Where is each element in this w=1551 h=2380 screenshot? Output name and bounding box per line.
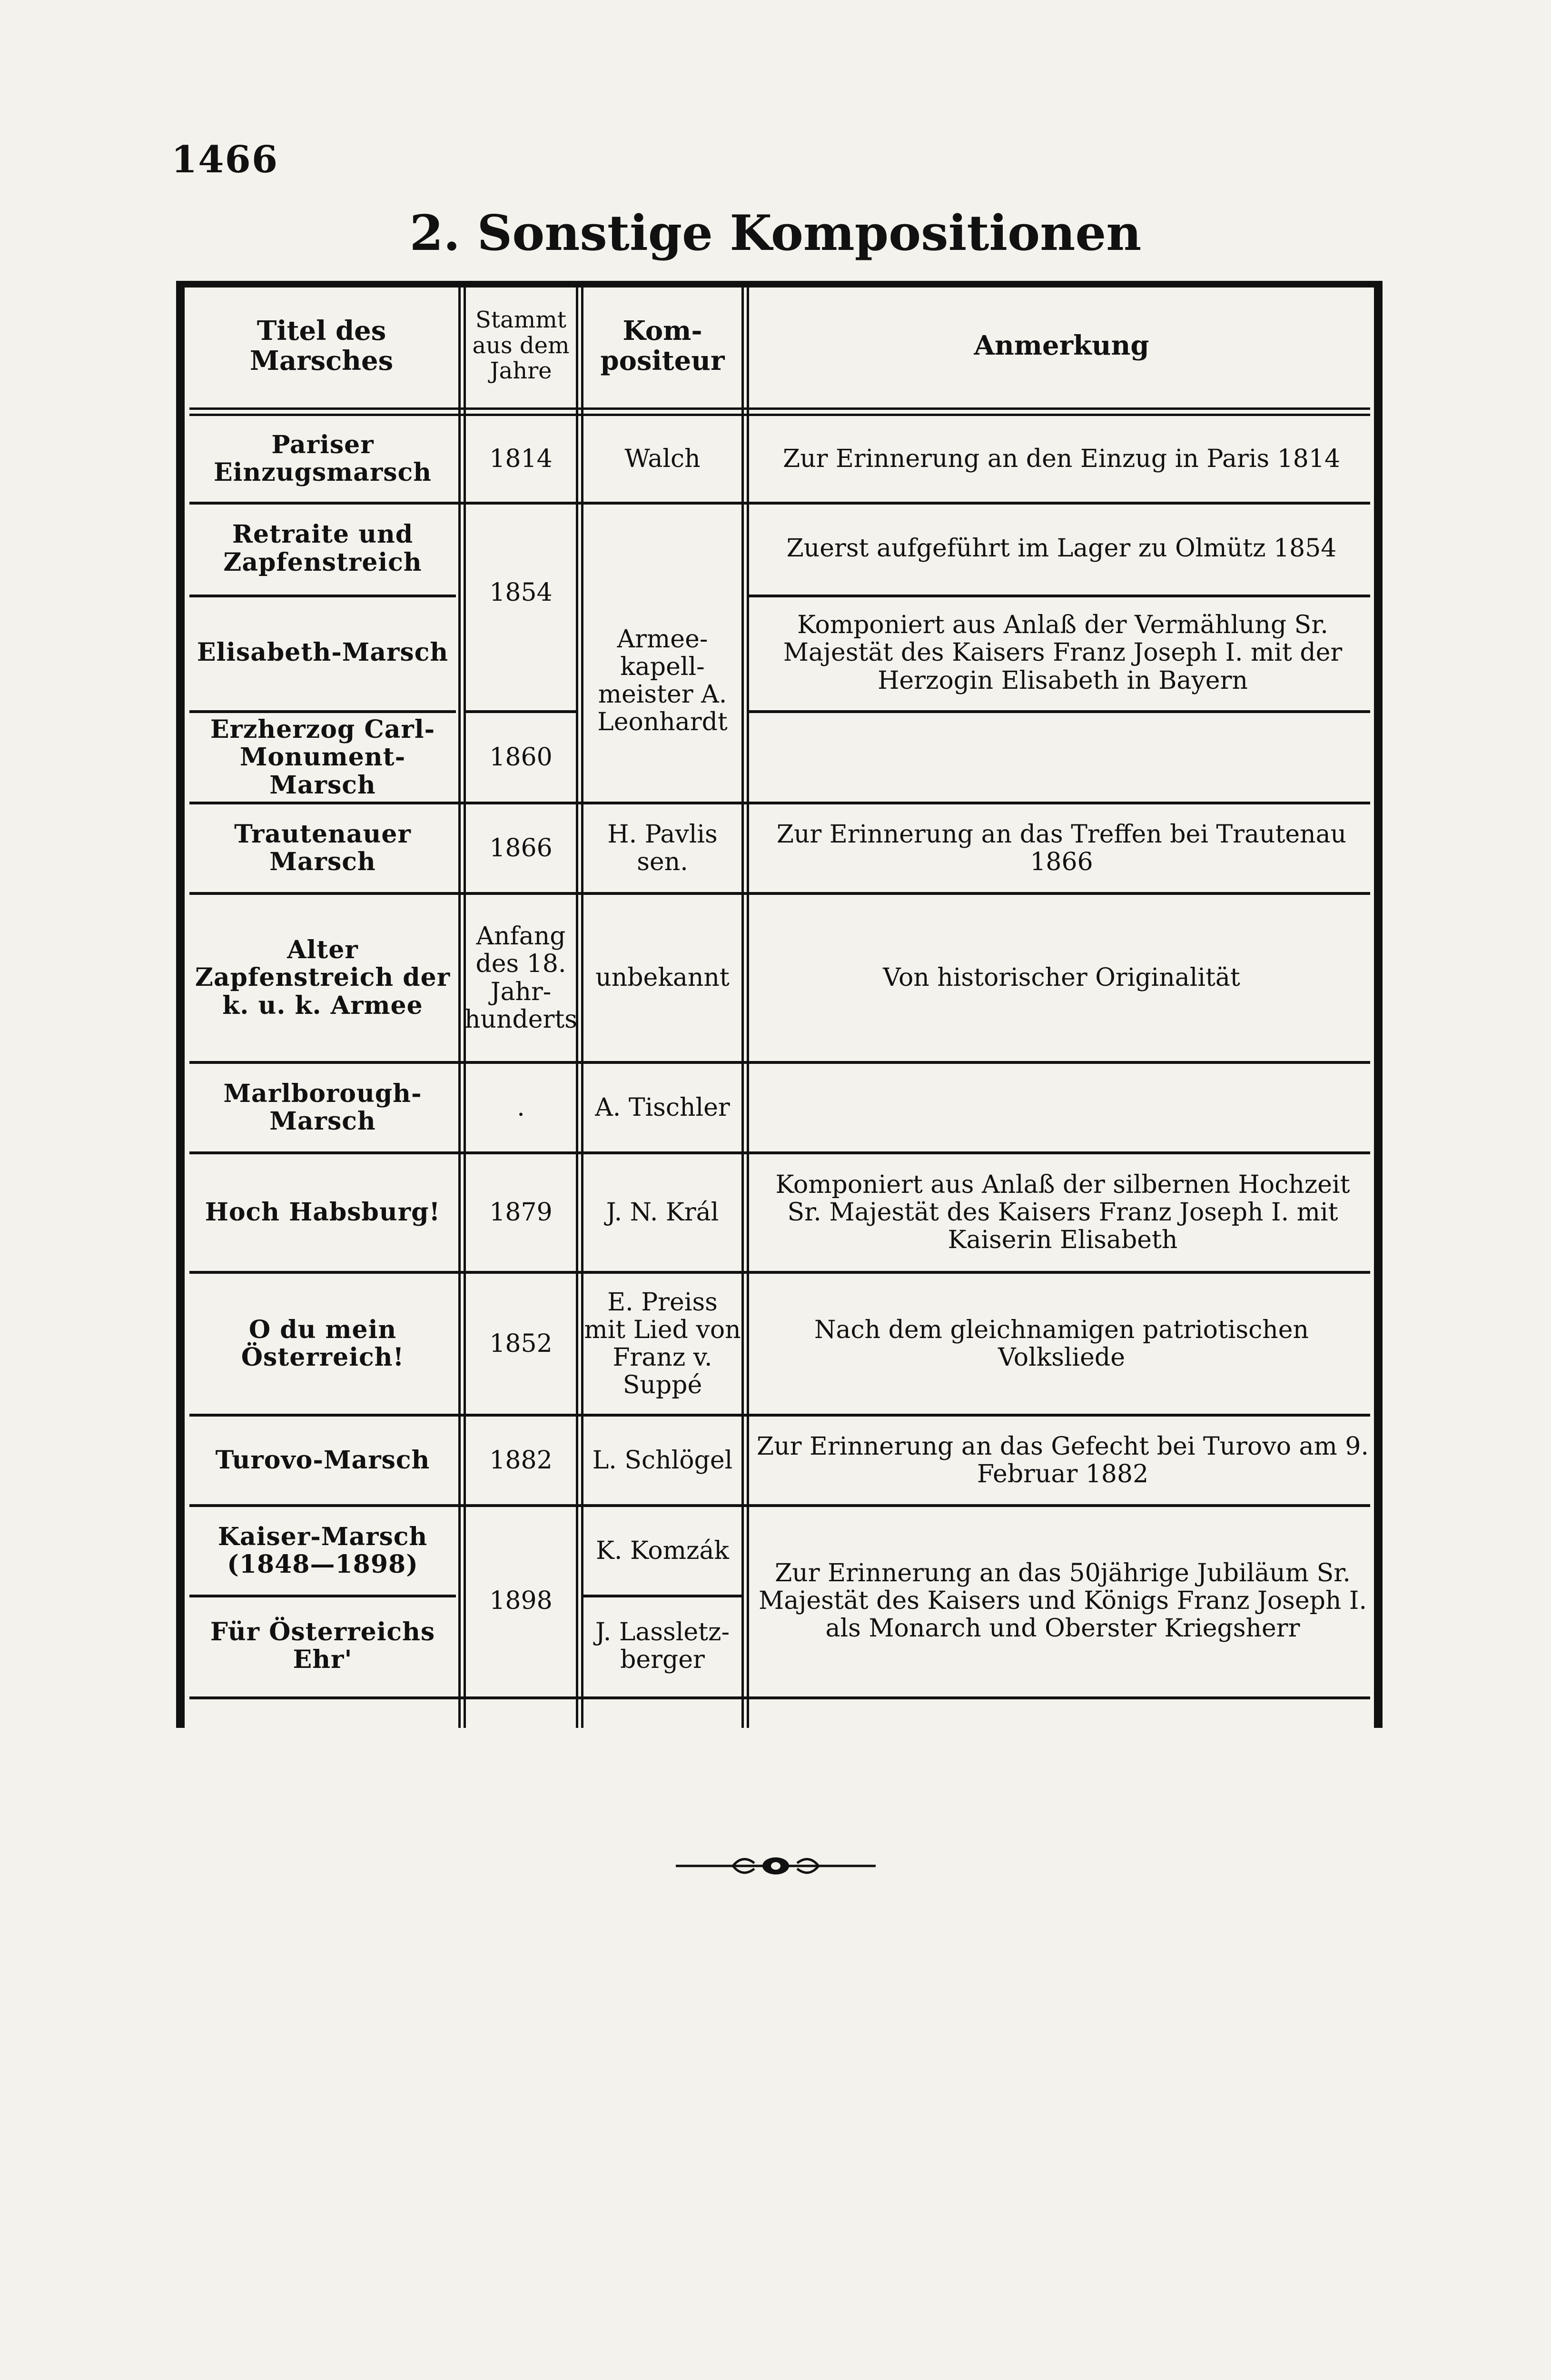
march-year: 1879 — [489, 1198, 553, 1227]
header-year: Stammt aus dem Jahre — [472, 306, 570, 385]
row-divider — [189, 802, 1370, 804]
header-title: Titel des Marsches — [249, 315, 394, 377]
march-title: Marlborough-Marsch — [223, 1079, 422, 1136]
march-title: Kaiser-Marsch (1848—1898) — [217, 1522, 428, 1579]
march-note: Nach dem gleichnamigen patriotischen Volksliede — [814, 1315, 1309, 1372]
row-divider — [466, 710, 576, 713]
march-year: Anfang des 18. Jahr-hunderts — [464, 922, 577, 1034]
section-heading: 2. Sonstige Kompositionen — [409, 205, 1142, 262]
march-title: Alter Zapfenstreich der k. u. k. Armee — [195, 935, 451, 1020]
row-divider — [189, 1696, 1370, 1699]
march-composer: K. Komzák — [596, 1536, 729, 1565]
march-note: Komponiert aus Anlaß der silbernen Hochzeit Sr. Majestät des Kaisers Franz Joseph I. mit Kaiserin Elisabeth — [775, 1170, 1350, 1255]
march-year: . — [517, 1093, 525, 1122]
march-title: Trautenauer Marsch — [234, 819, 411, 876]
row-divider — [189, 1151, 1370, 1154]
march-title: O du mein Österreich! — [241, 1315, 405, 1372]
ornament-divider — [676, 1847, 876, 1885]
row-divider — [189, 1504, 1370, 1507]
march-note: Zur Erinnerung an das Treffen bei Trautenau 1866 — [776, 820, 1347, 876]
march-composer: unbekannt — [595, 963, 730, 992]
header-note: Anmerkung — [974, 330, 1149, 362]
march-year: 1882 — [489, 1446, 553, 1475]
march-composer: Armee-kapell-meister A. Leonhardt — [597, 625, 728, 737]
march-composer: J. N. Král — [606, 1198, 719, 1227]
march-note: Zur Erinnerung an das Gefecht bei Turovo am 9. Februar 1882 — [757, 1432, 1369, 1488]
row-divider — [583, 1595, 741, 1597]
row-divider — [189, 710, 456, 713]
row-divider — [749, 710, 1370, 713]
march-note: Zur Erinnerung an das 50jährige Jubiläum Sr. Majestät des Kaisers und Königs Franz Joseph I. als Monarch und Oberster Kriegsherr — [759, 1558, 1367, 1643]
march-note: Komponiert aus Anlaß der Vermählung Sr. Majestät des Kaisers Franz Joseph I. mit der Herzogin Elisabeth in Bayern — [783, 611, 1343, 695]
march-note: Zuerst aufgeführt im Lager zu Olmütz 1854 — [786, 534, 1337, 563]
march-composer: L. Schlögel — [592, 1446, 733, 1475]
header-composer: Kom- positeur — [600, 315, 725, 377]
row-divider — [189, 1271, 1370, 1274]
march-title: Hoch Habsburg! — [205, 1197, 441, 1227]
march-year: 1854 — [489, 578, 553, 607]
march-note: Zur Erinnerung an den Einzug in Paris 1814 — [782, 444, 1341, 473]
march-table — [176, 281, 1383, 1728]
march-composer: Walch — [624, 444, 701, 473]
march-title: Elisabeth-Marsch — [197, 638, 449, 667]
row-divider — [189, 892, 1370, 895]
march-year: 1852 — [489, 1329, 553, 1358]
march-composer: J. Lassletz-berger — [595, 1617, 730, 1674]
march-year: 1866 — [489, 833, 553, 863]
march-title: Für Österreichs Ehr' — [210, 1617, 435, 1674]
march-title: Pariser Einzugsmarsch — [213, 430, 432, 487]
march-composer: H. Pavlis sen. — [607, 820, 718, 876]
march-composer: A. Tischler — [595, 1093, 730, 1122]
march-title: Retraite und Zapfenstreich — [223, 520, 422, 577]
row-divider — [189, 1061, 1370, 1064]
march-year: 1860 — [489, 743, 553, 772]
page-number: 1466 — [171, 138, 279, 181]
row-divider — [189, 1414, 1370, 1417]
march-year: 1814 — [489, 444, 553, 473]
march-composer: E. Preiss mit Lied von Franz v. Suppé — [584, 1288, 741, 1400]
march-year: 1898 — [489, 1586, 553, 1615]
march-title: Erzherzog Carl-Monument-Marsch — [210, 715, 435, 800]
header-separator — [189, 407, 1370, 416]
march-title: Turovo-Marsch — [215, 1445, 430, 1475]
row-divider — [189, 1595, 456, 1597]
march-note: Von historischer Originalität — [883, 963, 1240, 992]
